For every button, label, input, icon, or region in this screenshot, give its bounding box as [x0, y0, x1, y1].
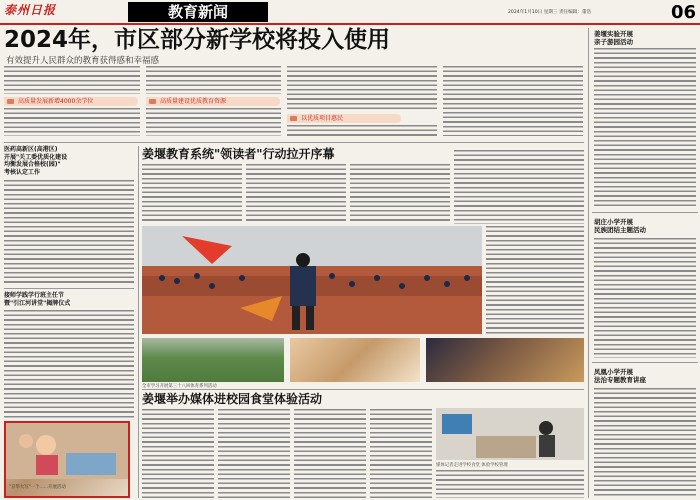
masthead-logo: 泰州日报 [4, 3, 57, 17]
lead-text-col-1 [4, 66, 140, 94]
stage-photo [426, 338, 584, 382]
canteen-article-title: 姜堰举办媒体进校园食堂体验活动 [142, 392, 323, 406]
canteen-text-col-2 [218, 409, 290, 498]
readers-text-col-5 [486, 226, 584, 334]
sidebar-story-1-title: 姜堰实验开展 亲子游园活动 [594, 30, 633, 46]
sidebar-story-2-text [594, 238, 696, 358]
lead-text-col-3b [287, 125, 437, 139]
child-photo [4, 421, 130, 498]
lead-headline: 2024年，市区部分新学校将投入使用 [4, 27, 391, 53]
sidebar-rule [588, 28, 589, 498]
lead-text-col-4 [443, 66, 583, 136]
indoor-photo [290, 338, 420, 382]
readers-article-title: 姜堰教育系统"领读者"行动拉开序幕 [142, 147, 335, 161]
lead-text-col-2b [146, 108, 281, 136]
canteen-text-col-4 [370, 409, 432, 498]
lead-callout-1: 高质量发展新增4000余学位 [4, 97, 138, 106]
parade-illustration [142, 226, 482, 334]
lead-subheadline: 有效提升人民群众的教育获得感和幸福感 [6, 56, 160, 66]
sidebar-divider-1 [592, 212, 698, 213]
canteen-divider [142, 389, 584, 390]
medical-article-title: 医药高新区(高港区) 开展"关工委优质化建设 均衡发展合格校(园)" 考核认定工作 [4, 146, 68, 176]
teacher-article-title: 接师学践学行班主任节 暨"引江河讲堂"揭牌仪式 [4, 292, 71, 307]
parade-photo [142, 226, 482, 334]
lead-divider [4, 142, 584, 143]
sidebar-story-2-title: 胡庄小学开展 民族团结主题活动 [594, 218, 646, 234]
page-number: 06 [670, 2, 696, 23]
field-photo [142, 338, 284, 382]
left-divider-1 [4, 288, 134, 289]
date-line: 2024年1月10日 星期三 责任编辑：董浩 [508, 10, 592, 15]
teacher-article-text [4, 310, 134, 418]
sidebar-story-1-text [594, 48, 696, 208]
readers-photo-caption: 全市学习开展第三十八回体育系列活动 [142, 384, 217, 389]
readers-text-col-2 [246, 164, 346, 224]
lead-callout-2: 高质量建设优质教育资源 [146, 97, 280, 106]
sidebar-story-3-title: 凤凰小学开展 法治专题教育讲座 [594, 368, 646, 384]
lead-text-col-2 [146, 66, 281, 94]
canteen-text-col-5 [436, 470, 584, 498]
header-rule [0, 23, 700, 25]
canteen-illustration [436, 408, 584, 460]
child-illustration [6, 423, 128, 479]
medical-article-text [4, 180, 134, 284]
readers-text-col-1 [142, 164, 242, 224]
canteen-photo-caption: 媒体记者走进学校食堂 体验学校管理 [436, 463, 508, 468]
child-photo-caption: "京华大写"一个……开展活动 [9, 485, 66, 490]
sidebar-divider-2 [592, 362, 698, 363]
canteen-photo [436, 408, 584, 460]
sidebar-story-3-text [594, 388, 696, 496]
lead-text-col-1b [4, 108, 140, 136]
readers-text-col-3 [350, 164, 450, 224]
lead-callout-3: 以优质项目惠民 [287, 114, 401, 123]
section-title: 教育新闻 [128, 2, 268, 22]
lead-text-col-3 [287, 66, 437, 111]
canteen-text-col-1 [142, 409, 214, 498]
readers-text-col-4 [454, 150, 584, 224]
left-column-rule [138, 146, 139, 498]
canteen-text-col-3 [294, 409, 366, 498]
